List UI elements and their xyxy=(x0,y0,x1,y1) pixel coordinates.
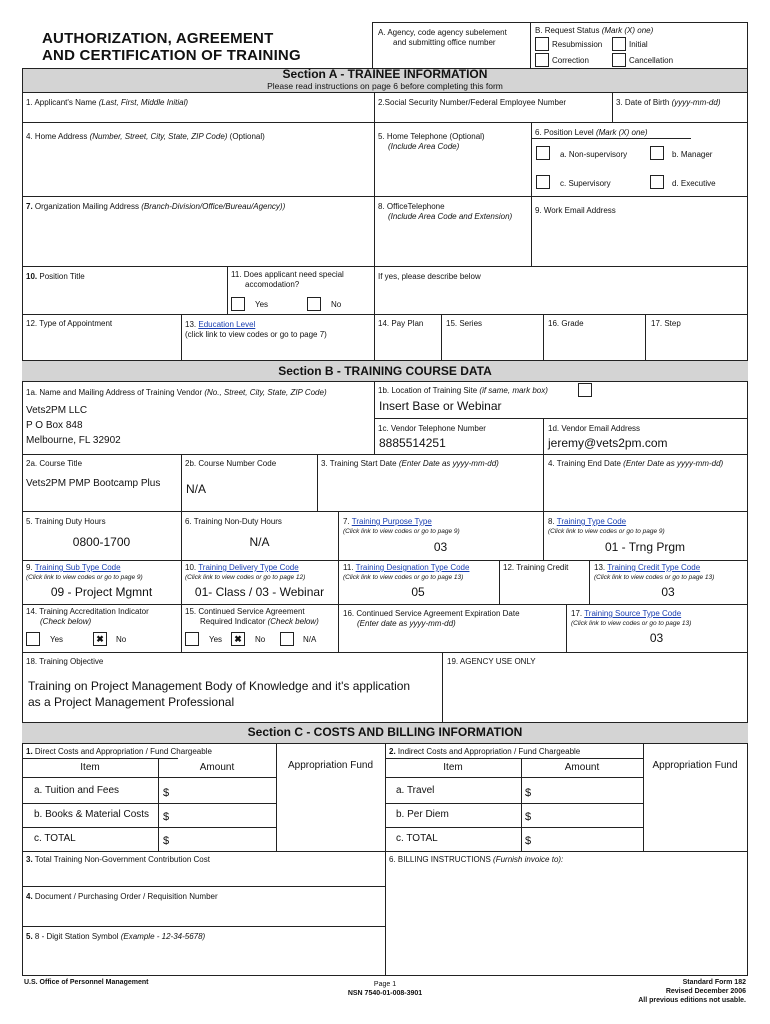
work-email-label: 9. Work Email Address xyxy=(535,206,616,215)
education-level-label: 13. Education Level xyxy=(185,320,256,329)
delivery-type-label: 10. Training Delivery Type Code xyxy=(185,563,299,572)
org-address-label: 7. Organization Mailing Address (Branch-Division/Office/Bureau/Agency)) xyxy=(26,202,286,211)
credit-type-hint: (Click link to view codes or go to page 13) xyxy=(594,574,715,581)
purchase-order-label: 4. Document / Purchasing Order / Requisition Number xyxy=(26,892,218,901)
csa-label: 15. Continued Service Agreement xyxy=(185,607,305,616)
sub-type-hint: (Click link to view codes or go to page 9) xyxy=(26,574,143,581)
accreditation-yes-checkbox[interactable] xyxy=(26,632,40,646)
duty-hours-label: 5. Training Duty Hours xyxy=(26,517,106,526)
duty-hours-value[interactable]: 0800-1700 xyxy=(72,535,131,549)
course-number-value[interactable]: N/A xyxy=(186,482,207,496)
sub-type-link[interactable]: Training Sub Type Code xyxy=(34,563,121,572)
designation-type-value[interactable]: 05 xyxy=(411,585,425,599)
agency-use-label: 19. AGENCY USE ONLY xyxy=(447,657,536,666)
supervisory-label: c. Supervisory xyxy=(560,179,611,188)
designation-type-label: 11. Training Designation Type Code xyxy=(343,563,470,572)
indirect-costs-label: 2. Indirect Costs and Appropriation / Fund Chargeable xyxy=(389,747,581,756)
accommodation-no-checkbox[interactable] xyxy=(307,297,321,311)
designation-type-link[interactable]: Training Designation Type Code xyxy=(355,563,470,572)
status-initial-label: Initial xyxy=(629,40,648,49)
status-correction-label: Correction xyxy=(552,56,589,65)
delivery-type-link[interactable]: Training Delivery Type Code xyxy=(198,563,299,572)
sub-type-label: 9. Training Sub Type Code xyxy=(26,563,121,572)
indirect-total-currency[interactable]: $ xyxy=(525,835,532,847)
vendor-line1: Vets2PM LLC xyxy=(26,405,88,416)
accreditation-hint: (Check below) xyxy=(40,617,92,626)
vendor-phone-label: 1c. Vendor Telephone Number xyxy=(378,424,486,433)
non-supervisory-label: a. Non-supervisory xyxy=(560,150,628,159)
home-telephone-label: 5. Home Telephone (Optional) xyxy=(378,132,485,141)
status-cancellation-checkbox[interactable] xyxy=(612,53,626,67)
section-a-instructions: Please read instructions on page 6 before completing this form xyxy=(267,81,503,91)
csa-no-checkbox[interactable]: ✖ xyxy=(231,632,245,646)
source-type-hint: (Click link to view codes or go to page 13) xyxy=(571,620,692,627)
position-level-label: 6. Position Level (Mark (X) one) xyxy=(535,128,648,137)
nonduty-hours-value[interactable]: N/A xyxy=(249,535,270,549)
accommodation-label-2: accomodation? xyxy=(245,280,300,289)
source-type-value[interactable]: 03 xyxy=(649,631,664,645)
course-title-value[interactable]: Vets2PM PMP Bootcamp Plus xyxy=(26,478,161,489)
agency-label-2: and submitting office number xyxy=(393,38,496,47)
accommodation-no-label: No xyxy=(331,300,342,309)
delivery-type-hint: (Click link to view codes or go to page 12) xyxy=(185,574,306,581)
training-objective-label: 18. Training Objective xyxy=(26,657,104,666)
section-c-title: Section C - COSTS AND BILLING INFORMATION xyxy=(247,725,523,739)
vendor-email-label: 1d. Vendor Email Address xyxy=(548,424,641,433)
status-correction-checkbox[interactable] xyxy=(535,53,549,67)
indirect-amount-header: Amount xyxy=(564,762,600,773)
training-type-hint: (Click link to view codes or go to page 9) xyxy=(548,528,665,535)
footer-page: Page 1 xyxy=(373,981,397,988)
non-supervisory-checkbox[interactable] xyxy=(536,146,550,160)
step-label: 17. Step xyxy=(651,319,681,328)
footer-editions: All previous editions not usable. xyxy=(638,997,746,1004)
ssn-label: 2.Social Security Number/Federal Employee Number xyxy=(378,98,567,107)
office-telephone-label: 8. OfficeTelephone xyxy=(378,202,445,211)
status-resubmission-checkbox[interactable] xyxy=(535,37,549,51)
direct-fund-header: Appropriation Fund xyxy=(287,760,374,771)
accommodation-yes-label: Yes xyxy=(255,300,269,309)
training-credit-label: 12. Training Credit xyxy=(503,563,569,572)
direct-total-currency[interactable]: $ xyxy=(163,835,170,847)
indirect-row-perdiem: b. Per Diem xyxy=(396,809,449,820)
vendor-line2: P O Box 848 xyxy=(26,420,83,431)
status-cancellation-label: Cancellation xyxy=(629,56,674,65)
end-date-label: 4. Training End Date (Enter Date as yyyy-mm-dd) xyxy=(548,459,724,468)
delivery-type-value[interactable]: 01- Class / 03 - Webinar xyxy=(194,585,325,599)
csa-label-2: Required Indicator (Check below) xyxy=(200,617,319,626)
form-title-line2: AND CERTIFICATION OF TRAINING xyxy=(42,47,301,64)
supervisory-checkbox[interactable] xyxy=(536,175,550,189)
credit-type-label: 13. Training Credit Type Code xyxy=(594,563,701,572)
indirect-row-travel: a. Travel xyxy=(396,785,435,796)
accreditation-no-checkbox[interactable]: ✖ xyxy=(93,632,107,646)
pay-plan-label: 14. Pay Plan xyxy=(378,319,424,328)
start-date-label: 3. Training Start Date (Enter Date as yyyy-mm-dd) xyxy=(321,459,499,468)
home-address-label: 4. Home Address (Number, Street, City, State, ZIP Code) (Optional) xyxy=(26,132,265,141)
training-type-value[interactable]: 01 - Trng Prgm xyxy=(604,540,686,554)
direct-item-header: Item xyxy=(80,762,100,773)
footer-form: Standard Form 182 xyxy=(682,979,746,986)
vendor-email-value[interactable]: jeremy@vets2pm.com xyxy=(548,436,668,450)
direct-tuition-currency[interactable]: $ xyxy=(163,787,170,799)
position-title-label: 10. Position Title xyxy=(26,272,85,281)
education-level-hint: (click link to view codes or go to page 7) xyxy=(185,330,327,339)
nonduty-hours-label: 6. Training Non-Duty Hours xyxy=(185,517,282,526)
source-type-label: 17. Training Source Type Code xyxy=(571,609,682,618)
purpose-type-label: 7. Training Purpose Type xyxy=(343,517,432,526)
credit-type-link[interactable]: Training Credit Type Code xyxy=(607,563,701,572)
series-label: 15. Series xyxy=(446,319,483,328)
csa-na-label: N/A xyxy=(303,635,317,644)
accreditation-yes-label: Yes xyxy=(50,635,64,644)
csa-yes-label: Yes xyxy=(209,635,223,644)
footer-revised: Revised December 2006 xyxy=(665,988,746,995)
home-telephone-hint: (Include Area Code) xyxy=(388,142,460,151)
direct-books-currency[interactable]: $ xyxy=(163,811,170,823)
accommodation-yes-checkbox[interactable] xyxy=(231,297,245,311)
csa-no-label: No xyxy=(255,635,266,644)
indirect-fund-header: Appropriation Fund xyxy=(652,760,738,771)
direct-amount-header: Amount xyxy=(199,762,235,773)
status-initial-checkbox[interactable] xyxy=(612,37,626,51)
applicant-name-label: 1. Applicant's Name (Last, First, Middle Initial) xyxy=(26,98,189,107)
section-a-title: Section A - TRAINEE INFORMATION xyxy=(282,67,488,81)
form-title-line1: AUTHORIZATION, AGREEMENT xyxy=(42,30,274,47)
training-site-label: 1b. Location of Training Site (if same, mark box) xyxy=(378,386,548,395)
section-b-title: Section B - TRAINING COURSE DATA xyxy=(278,364,492,378)
credit-type-value[interactable]: 03 xyxy=(661,585,675,599)
purpose-type-link[interactable]: Training Purpose Type xyxy=(351,517,432,526)
footer-nsn: NSN 7540-01-008-3901 xyxy=(347,990,423,997)
course-number-label: 2b. Course Number Code xyxy=(185,459,277,468)
training-site-value[interactable]: Insert Base or Webinar xyxy=(379,399,502,413)
training-objective-line2[interactable]: as a Project Management Professional xyxy=(28,695,235,709)
accommodation-describe-label: If yes, please describe below xyxy=(378,272,481,281)
appointment-type-label: 12. Type of Appointment xyxy=(26,319,113,328)
executive-checkbox[interactable] xyxy=(650,175,664,189)
indirect-item-header: Item xyxy=(443,762,463,773)
csa-expiration-label: 16. Continued Service Agreement Expiration Date xyxy=(343,609,520,618)
direct-costs-label: 1. Direct Costs and Appropriation / Fund Chargeable xyxy=(26,747,212,756)
education-level-link[interactable]: Education Level xyxy=(198,320,256,329)
status-resubmission-label: Resubmission xyxy=(552,40,603,49)
grade-label: 16. Grade xyxy=(548,319,584,328)
purpose-type-value[interactable]: 03 xyxy=(433,540,448,554)
designation-type-hint: (Click link to view codes or go to page 13) xyxy=(343,574,464,581)
vendor-phone-value[interactable]: 8885514251 xyxy=(379,436,446,450)
executive-label: d. Executive xyxy=(672,179,716,188)
accreditation-label: 14. Training Accreditation Indicator xyxy=(26,607,149,616)
csa-na-checkbox[interactable] xyxy=(280,632,294,646)
csa-expiration-hint: (Enter date as yyyy-mm-dd) xyxy=(357,619,456,628)
sub-type-value[interactable]: 09 - Project Mgmnt xyxy=(50,585,153,599)
station-symbol-label: 5. 8 - Digit Station Symbol (Example - 12-34-5678) xyxy=(26,932,206,941)
purpose-type-hint: (Click link to view codes or go to page 9) xyxy=(343,528,460,535)
csa-yes-checkbox[interactable] xyxy=(185,632,199,646)
direct-row-total: c. TOTAL xyxy=(34,833,76,844)
non-gov-contribution-label: 3. Total Training Non-Government Contribution Cost xyxy=(26,855,210,864)
indirect-perdiem-currency[interactable]: $ xyxy=(525,811,532,823)
accommodation-label: 11. Does applicant need special xyxy=(231,270,344,279)
course-title-label: 2a. Course Title xyxy=(26,459,83,468)
training-type-link[interactable]: Training Type Code xyxy=(556,517,627,526)
office-telephone-hint: (Include Area Code and Extension) xyxy=(388,212,513,221)
footer-agency: U.S. Office of Personnel Management xyxy=(24,979,149,986)
training-type-label: 8. Training Type Code xyxy=(548,517,627,526)
indirect-row-total: c. TOTAL xyxy=(396,833,438,844)
accreditation-no-label: No xyxy=(116,635,127,644)
vendor-line3: Melbourne, FL 32902 xyxy=(26,435,121,446)
indirect-travel-currency[interactable]: $ xyxy=(525,787,532,799)
direct-row-tuition: a. Tuition and Fees xyxy=(34,785,120,796)
same-site-checkbox[interactable] xyxy=(578,383,592,397)
agency-label: A. Agency, code agency subelement xyxy=(378,28,507,37)
dob-label: 3. Date of Birth (yyyy-mm-dd) xyxy=(616,98,721,107)
manager-checkbox[interactable] xyxy=(650,146,664,160)
source-type-link[interactable]: Training Source Type Code xyxy=(584,609,682,618)
vendor-name-label: 1a. Name and Mailing Address of Training Vendor (No., Street, City, State, ZIP Code) xyxy=(26,388,327,397)
request-status-label: B. Request Status (Mark (X) one) xyxy=(535,26,654,35)
direct-row-books: b. Books & Material Costs xyxy=(34,809,150,820)
training-objective-line1[interactable]: Training on Project Management Body of Knowledge and it's application xyxy=(28,679,411,693)
manager-label: b. Manager xyxy=(672,150,713,159)
billing-instructions-label: 6. BILLING INSTRUCTIONS (Furnish invoice to): xyxy=(389,855,564,864)
